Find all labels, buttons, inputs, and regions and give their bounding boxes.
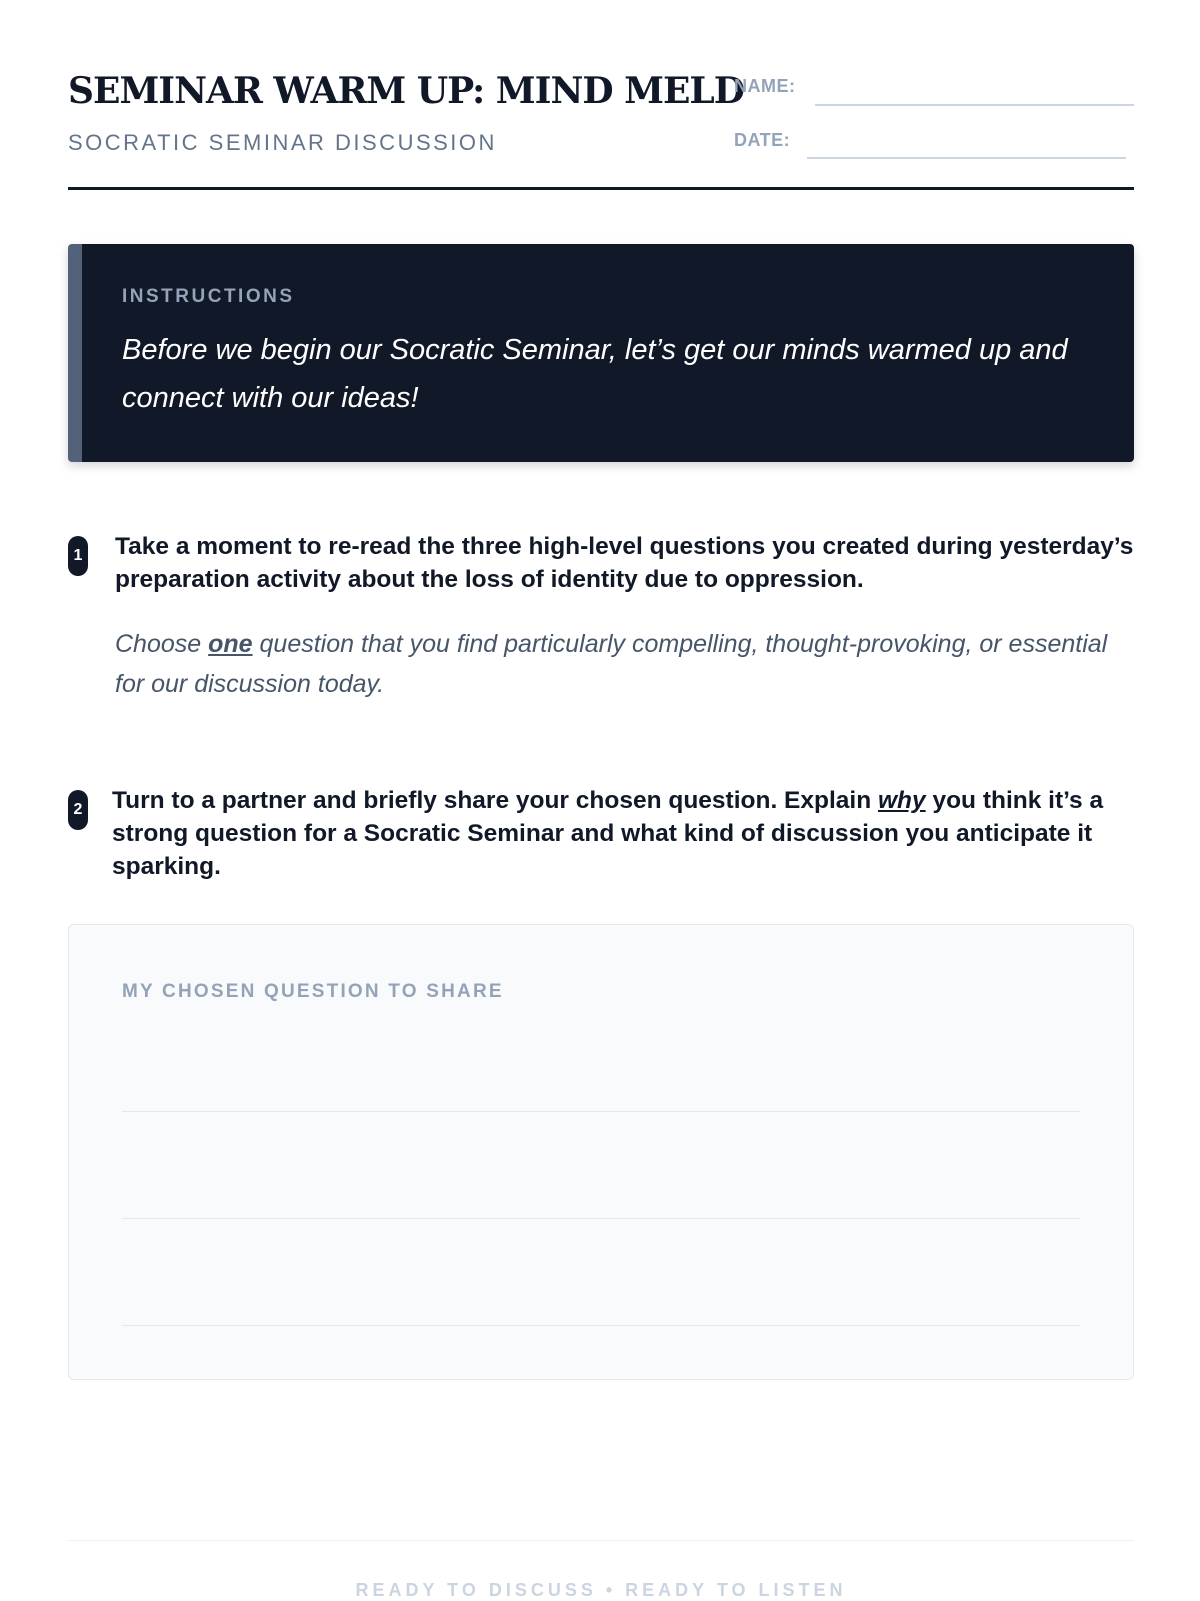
step-1-badge: 1 xyxy=(68,536,88,576)
step-1-note xyxy=(115,624,1134,704)
step-2-text xyxy=(112,784,1134,883)
date-label: DATE: xyxy=(734,130,791,150)
step-2-text-emphasis: why xyxy=(878,787,926,814)
step-1-note-emphasis: one xyxy=(208,630,253,658)
step-1-text: Take a moment to re-read the three high-level questions you created during yesterday’s preparation activity about the loss of identity due to oppression. xyxy=(115,533,1134,593)
step-1-note-start: Choose xyxy=(115,630,209,658)
answer-box-label: MY CHOSEN QUESTION TO SHARE xyxy=(122,981,504,1002)
page-subtitle: SOCRATIC SEMINAR DISCUSSION xyxy=(68,130,497,155)
worksheet-page xyxy=(68,0,1134,1600)
answer-box xyxy=(68,924,1134,1380)
instructions-panel xyxy=(68,244,1134,462)
step-1-note-end: question that you find particularly compelling, thought-provoking, or essential for our discussion today. xyxy=(115,630,1108,698)
date-field[interactable] xyxy=(807,157,1126,159)
instructions-text: Before we begin our Socratic Seminar, let’s get our minds warmed up and connect with our ideas! xyxy=(122,334,1068,414)
answer-line[interactable] xyxy=(122,1111,1080,1112)
name-field[interactable] xyxy=(815,104,1134,106)
footer-text: READY TO DISCUSS • READY TO LISTEN xyxy=(355,1580,847,1600)
page-title: SEMINAR WARM UP: MIND MELD xyxy=(68,70,744,112)
step-2-badge: 2 xyxy=(68,790,88,830)
step-2-text-start: Turn to a partner and briefly share your chosen question. Explain xyxy=(112,787,878,814)
answer-line[interactable] xyxy=(122,1325,1080,1326)
name-label: NAME: xyxy=(734,76,796,96)
answer-line[interactable] xyxy=(122,1218,1080,1219)
instructions-label: INSTRUCTIONS xyxy=(122,286,295,307)
worksheet-header xyxy=(68,0,1134,190)
step-2-text-end: you think it’s a strong question for a Socratic Seminar and what kind of discussion you anticipate it sparking. xyxy=(112,787,1104,880)
footer-divider xyxy=(68,1540,1134,1541)
